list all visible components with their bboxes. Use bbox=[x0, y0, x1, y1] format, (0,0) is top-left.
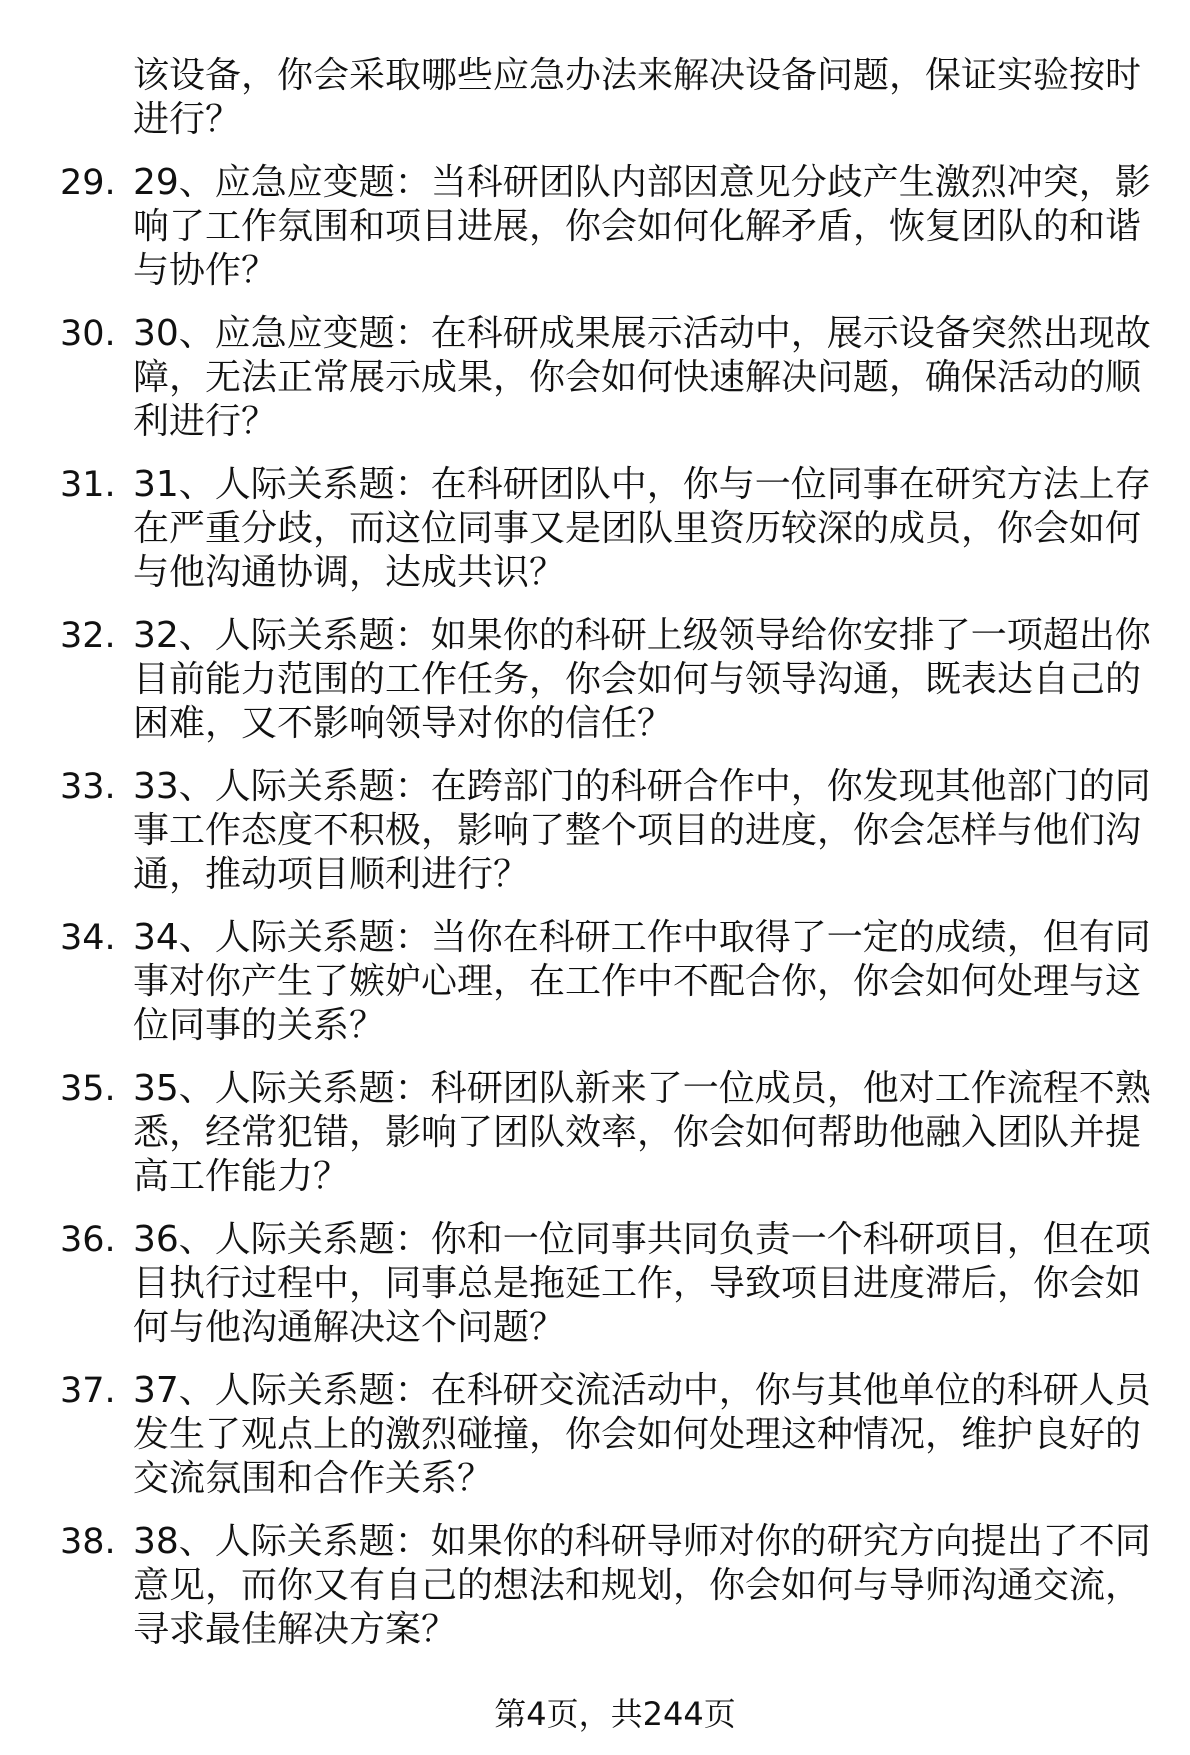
question-line: 35、人际关系题：科研团队新来了一位成员，他对工作流程不熟 bbox=[133, 1068, 1151, 1109]
question-line: 34、人际关系题：当你在科研工作中取得了一定的成绩，但有同 bbox=[133, 917, 1151, 958]
question-text bbox=[133, 1369, 1151, 1501]
question-text bbox=[133, 463, 1151, 595]
question-text bbox=[133, 765, 1151, 897]
question-line: 目执行过程中，同事总是拖延工作，导致项目进度滞后，你会如 bbox=[133, 1263, 1142, 1304]
question-line: 31、人际关系题：在科研团队中，你与一位同事在研究方法上存 bbox=[133, 464, 1151, 505]
question-line: 36、人际关系题：你和一位同事共同负责一个科研项目，但在项 bbox=[133, 1219, 1151, 1260]
question-text bbox=[133, 312, 1151, 444]
question-number: 34. bbox=[60, 918, 116, 958]
question-line: 高工作能力？ bbox=[133, 1156, 350, 1197]
question-number: 31. bbox=[60, 465, 116, 505]
question-line: 悉，经常犯错，影响了团队效率，你会如何帮助他融入团队并提 bbox=[133, 1112, 1142, 1153]
question-number: 37. bbox=[60, 1371, 116, 1411]
question-line: 与他沟通协调，达成共识？ bbox=[133, 552, 566, 593]
question-text bbox=[133, 161, 1151, 293]
question-item bbox=[0, 1067, 1190, 1199]
question-line: 通，推动项目顺利进行？ bbox=[133, 854, 530, 895]
question-item bbox=[0, 916, 1190, 1048]
question-line: 事对你产生了嫉妒心理，在工作中不配合你，你会如何处理与这 bbox=[133, 961, 1142, 1002]
question-item bbox=[0, 614, 1190, 746]
question-item bbox=[0, 1520, 1190, 1652]
question-line: 意见，而你又有自己的想法和规划，你会如何与导师沟通交流， bbox=[133, 1565, 1142, 1606]
question-line: 38、人际关系题：如果你的科研导师对你的研究方向提出了不同 bbox=[133, 1521, 1151, 1562]
question-list bbox=[0, 54, 1190, 1671]
question-line: 该设备，你会采取哪些应急办法来解决设备问题，保证实验按时 bbox=[133, 55, 1142, 96]
question-item bbox=[0, 1218, 1190, 1350]
question-line: 交流氛围和合作关系？ bbox=[133, 1458, 494, 1499]
question-number: 38. bbox=[60, 1522, 116, 1562]
question-line: 发生了观点上的激烈碰撞，你会如何处理这种情况，维护良好的 bbox=[133, 1414, 1142, 1455]
question-line: 进行？ bbox=[133, 99, 242, 140]
question-line: 利进行？ bbox=[133, 401, 278, 442]
question-line: 位同事的关系？ bbox=[133, 1005, 386, 1046]
question-number: 30. bbox=[60, 314, 116, 354]
question-item bbox=[0, 765, 1190, 897]
question-number: 36. bbox=[60, 1220, 116, 1260]
question-number: 32. bbox=[60, 616, 116, 656]
question-text bbox=[133, 614, 1151, 746]
question-line: 32、人际关系题：如果你的科研上级领导给你安排了一项超出你 bbox=[133, 615, 1151, 656]
question-line: 在严重分歧，而这位同事又是团队里资历较深的成员，你会如何 bbox=[133, 508, 1142, 549]
question-line: 障，无法正常展示成果，你会如何快速解决问题，确保活动的顺 bbox=[133, 357, 1142, 398]
question-text bbox=[133, 1067, 1151, 1199]
question-line: 何与他沟通解决这个问题？ bbox=[133, 1307, 566, 1348]
question-line: 目前能力范围的工作任务，你会如何与领导沟通，既表达自己的 bbox=[133, 659, 1142, 700]
question-line: 30、应急应变题：在科研成果展示活动中，展示设备突然出现故 bbox=[133, 313, 1151, 354]
question-line: 33、人际关系题：在跨部门的科研合作中，你发现其他部门的同 bbox=[133, 766, 1151, 807]
question-item bbox=[0, 463, 1190, 595]
question-text bbox=[133, 1520, 1151, 1652]
question-number-empty bbox=[0, 54, 133, 98]
question-line: 响了工作氛围和项目进展，你会如何化解矛盾，恢复团队的和谐 bbox=[133, 206, 1142, 247]
question-number: 29. bbox=[60, 163, 116, 203]
question-item bbox=[0, 1369, 1190, 1501]
question-number: 33. bbox=[60, 767, 116, 807]
question-line: 事工作态度不积极，影响了整个项目的进度，你会怎样与他们沟 bbox=[133, 810, 1142, 851]
question-line: 寻求最佳解决方案？ bbox=[133, 1609, 458, 1650]
question-number: 35. bbox=[60, 1069, 116, 1109]
question-line: 与协作？ bbox=[133, 250, 278, 291]
question-item bbox=[0, 161, 1190, 293]
page-footer: 第4页，共244页 bbox=[494, 1695, 736, 1733]
question-item bbox=[0, 312, 1190, 444]
question-text bbox=[133, 1218, 1151, 1350]
question-line: 37、人际关系题：在科研交流活动中，你与其他单位的科研人员 bbox=[133, 1370, 1151, 1411]
question-text bbox=[133, 54, 1141, 142]
continuation-item bbox=[0, 54, 1190, 142]
question-line: 29、应急应变题：当科研团队内部因意见分歧产生激烈冲突，影 bbox=[133, 162, 1151, 203]
question-text bbox=[133, 916, 1151, 1048]
question-line: 困难，又不影响领导对你的信任？ bbox=[133, 703, 674, 744]
